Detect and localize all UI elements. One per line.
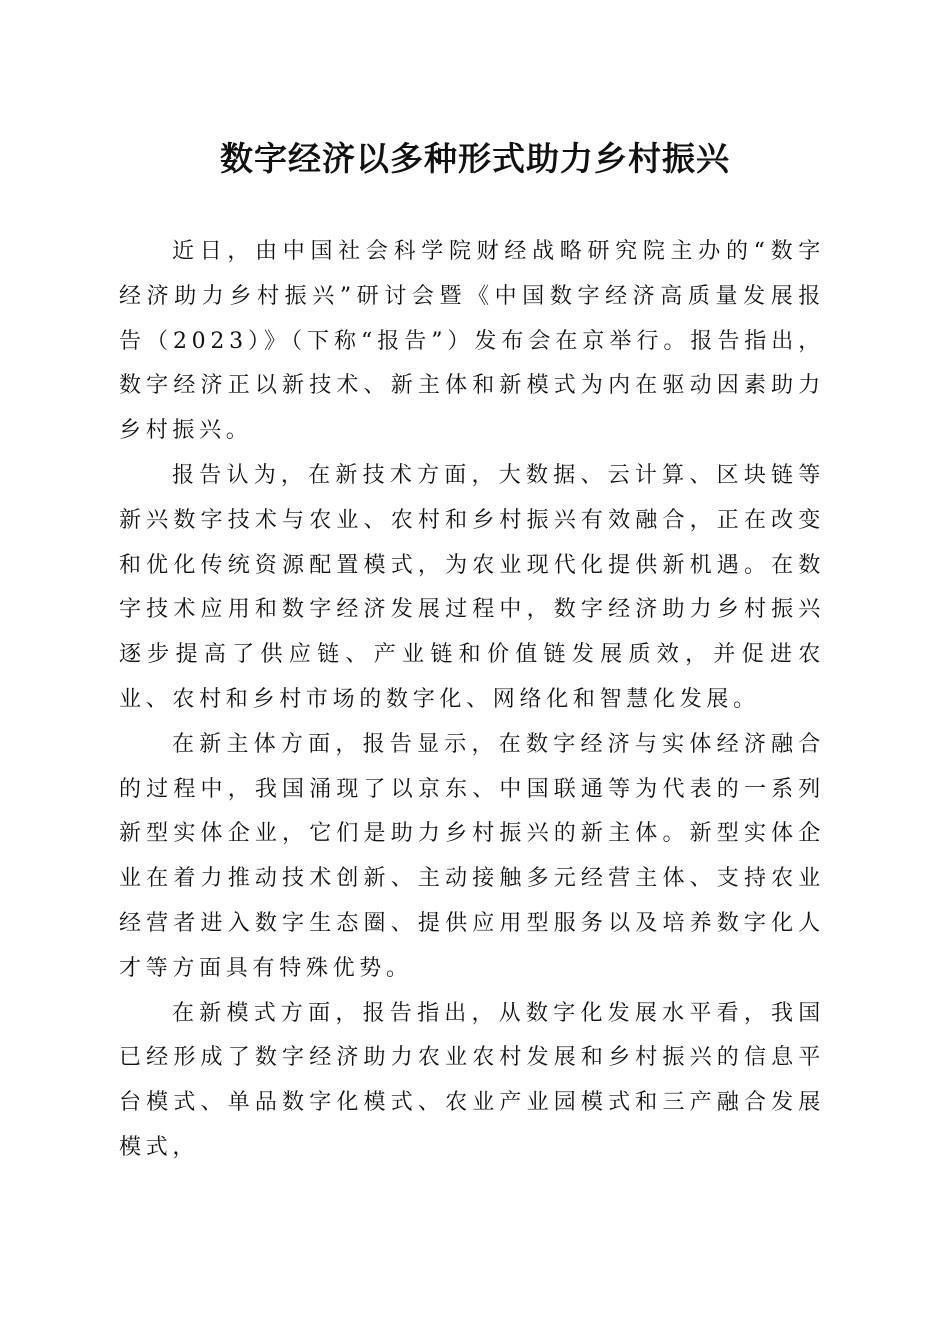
paragraph-2: 报告认为，在新技术方面，大数据、云计算、区块链等新兴数字技术与农业、农村和乡村振兴有效融合，正在改变和优化传统资源配置模式，为农业现代化提供新机遇。在数字技术应用和数字经济发展过程中，数字经济助力乡村振兴逐步提高了供应链、产业链和价值链发展质效，并促进农业、农村和乡村市场的数字化、网络化和智慧化发展。 [119,462,825,712]
paragraph-1: 近日，由中国社会科学院财经战略研究院主办的“数字经济助力乡村振兴”研讨会暨《中国数字经济高质量发展报告（2023）》（下称“报告”）发布会在京举行。报告指出，数字经济正以新技术、新主体和新模式为内在驱动因素助力乡村振兴。 [119,239,825,444]
paragraph-4: 在新模式方面，报告指出，从数字化发展水平看，我国已经形成了数字经济助力农业农村发展和乡村振兴的信息平台模式、单品数字化模式、农业产业园模式和三产融合发展模式， [119,1000,825,1160]
document-body [119,230,825,1171]
paragraph-3: 在新主体方面，报告显示，在数字经济与实体经济融合的过程中，我国涌现了以京东、中国联通等为代表的一系列新型实体企业，它们是助力乡村振兴的新主体。新型实体企业在着力推动技术创新、主动接触多元经营主体、支持农业经营者进入数字生态圈、提供应用型服务以及培养数字化人才等方面具有特殊优势。 [119,731,825,981]
document-title: 数字经济以多种形式助力乡村振兴 [220,139,730,178]
